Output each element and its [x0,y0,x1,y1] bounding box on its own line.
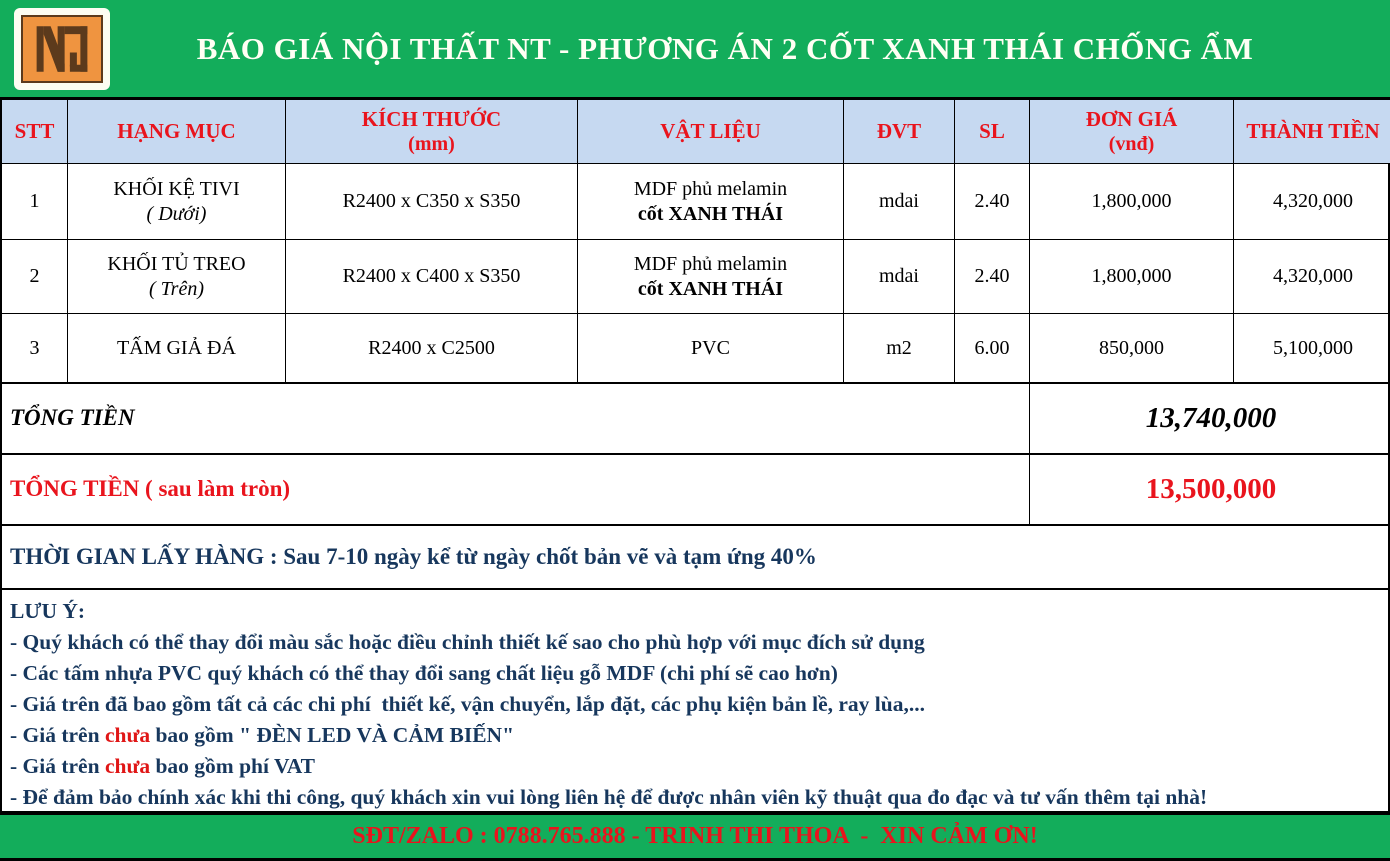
note-line [10,689,1207,720]
table-cell-unit: m2 [844,314,955,384]
table-cell-qty: 6.00 [955,314,1030,384]
column-header-hang-muc [68,100,286,164]
company-logo [14,8,110,90]
table-cell-size: R2400 x C400 x S350 [286,240,578,314]
column-header-sub: (vnđ) [1108,133,1155,156]
notes-section [2,590,1390,811]
note-line [10,627,1207,658]
column-header-label: ĐVT [876,119,922,144]
item-position: ( Dưới) [146,202,207,225]
item-position: ( Trên) [149,277,204,300]
note-text: - Giá trên [10,754,105,778]
table-cell-qty: 2.40 [955,240,1030,314]
column-header-label: STT [14,119,55,144]
material-line2: cốt XANH THÁI [637,277,784,300]
table-cell-unit: mdai [844,240,955,314]
delivery-time-row: THỜI GIAN LẤY HÀNG : Sau 7-10 ngày kể từ ngày chốt bản vẽ và tạm ứng 40% [2,526,1390,590]
column-header-sl [955,100,1030,164]
top-header-bar [0,0,1390,97]
table-cell-total: 4,320,000 [1234,164,1390,240]
rounded-total-value: 13,500,000 [1030,455,1390,526]
column-header-label: HẠNG MỤC [117,119,236,144]
material-line1: PVC [691,336,730,359]
note-text: bao gồm phí VAT [150,754,315,778]
note-text: - Các tấm nhựa PVC quý khách có thể thay đổi sang chất liệu gỗ MDF (chi phí sẽ cao hơn) [10,661,838,685]
grand-total-label: TỔNG TIỀN [2,384,1030,455]
table-cell-stt: 1 [2,164,68,240]
column-header-label: ĐƠN GIÁ [1085,106,1178,131]
table-cell-item [68,314,286,384]
table-cell-unit-price: 850,000 [1030,314,1234,384]
note-line [10,751,1207,782]
nt-monogram-icon [21,15,103,83]
table-cell-unit-price: 1,800,000 [1030,164,1234,240]
column-header-label: VẬT LIỆU [660,119,761,144]
table-cell-material [578,240,844,314]
note-line [10,720,1207,751]
table-cell-total: 5,100,000 [1234,314,1390,384]
contact-info: SĐT/ZALO : 0788.765.888 - TRINH THI THOA - XIN CẢM ƠN! [352,823,1038,849]
note-text: - Để đảm bảo chính xác khi thi công, quý khách xin vui lòng liên hệ để được nhân viên kỹ thuật qua đo đạc và tư vấn thêm tại nhà! [10,785,1208,809]
table-cell-size: R2400 x C2500 [286,314,578,384]
table-cell-size: R2400 x C350 x S350 [286,164,578,240]
table-cell-stt: 3 [2,314,68,384]
note-highlight: chưa [104,723,151,747]
column-header-sub: (mm) [408,133,455,156]
material-line1: MDF phủ melamin [633,177,788,200]
note-highlight: chưa [104,754,151,778]
nt-monogram-svg [29,21,95,77]
item-name: TẤM GIẢ ĐÁ [117,336,236,359]
column-header-label: KÍCH THƯỚC [361,106,502,131]
footer-contact-bar [0,813,1390,861]
notes-lines [10,627,1207,813]
page-title: BÁO GIÁ NỘI THẤT NT - PHƯƠNG ÁN 2 CỐT XANH THÁI CHỐNG ẨM [196,30,1254,66]
item-name: KHỐI KỆ TIVI [113,177,240,200]
note-line [10,782,1207,813]
table-cell-item [68,164,286,240]
column-header-don-gia [1030,100,1234,164]
table-cell-qty: 2.40 [955,164,1030,240]
column-header-label: SL [979,119,1005,144]
grand-total-value: 13,740,000 [1030,384,1390,455]
table-cell-total: 4,320,000 [1234,240,1390,314]
table-cell-item [68,240,286,314]
note-line [10,658,1207,689]
note-text: - Quý khách có thể thay đổi màu sắc hoặc điều chỉnh thiết kế sao cho phù hợp với mục đích sử dụng [10,630,925,654]
material-line1: MDF phủ melamin [633,252,788,275]
column-header-thanh-tien [1234,100,1390,164]
item-name: KHỐI TỦ TREO [107,252,246,275]
material-line2: cốt XANH THÁI [637,202,784,225]
note-text: - Giá trên [10,723,105,747]
table-cell-material [578,314,844,384]
column-header-label: THÀNH TIỀN [1246,119,1380,144]
column-header-stt [2,100,68,164]
note-text: - Giá trên đã bao gồm tất cả các chi phí thiết kế, vận chuyển, lắp đặt, các phụ kiện bản lề, ray lùa,... [10,692,925,716]
column-header-vat-lieu [578,100,844,164]
notes-title: LƯU Ý: [10,599,86,623]
note-text: bao gồm " ĐÈN LED VÀ CẢM BIẾN" [150,723,515,747]
rounded-total-label: TỔNG TIỀN ( sau làm tròn) [2,455,1030,526]
table-cell-material [578,164,844,240]
table-cell-unit-price: 1,800,000 [1030,240,1234,314]
column-header-kich-thuoc [286,100,578,164]
column-header-dvt [844,100,955,164]
table-cell-unit: mdai [844,164,955,240]
quotation-table [0,97,1390,813]
table-cell-stt: 2 [2,240,68,314]
